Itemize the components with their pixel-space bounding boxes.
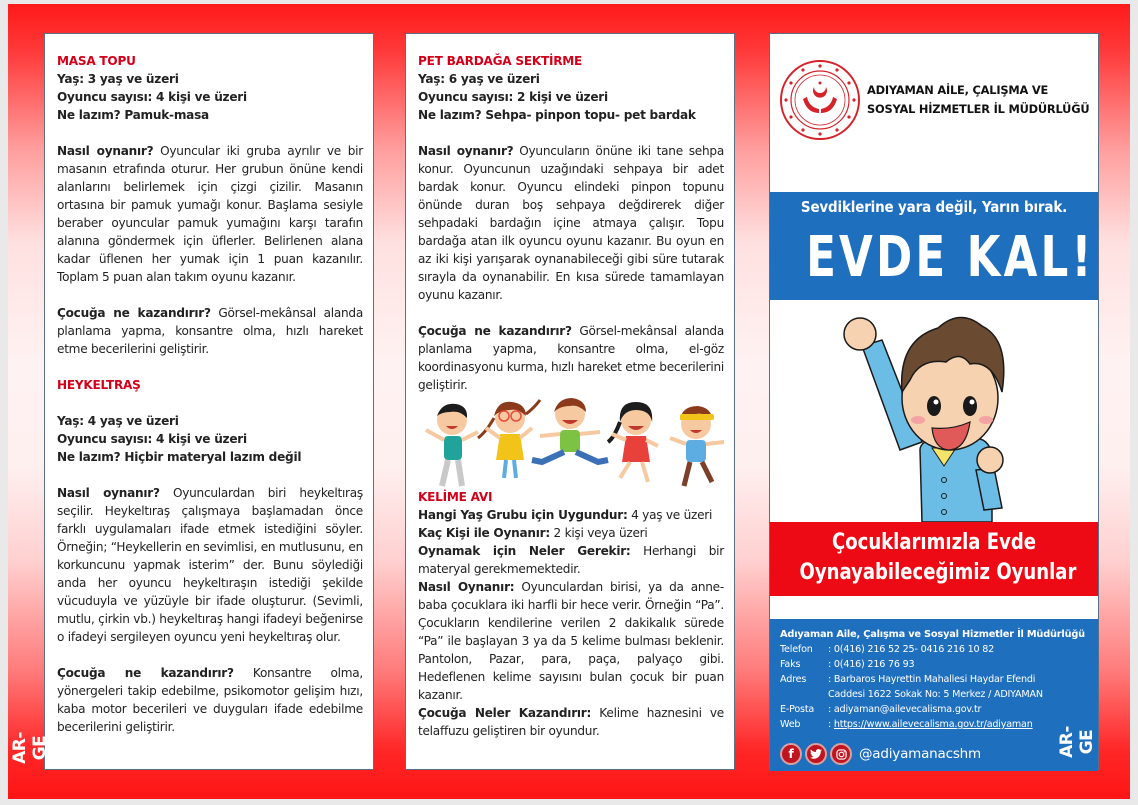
- panel-cover: [769, 33, 1099, 770]
- gain-label: Çocuğa ne kazandırır?: [57, 666, 234, 680]
- evde-kal-banner: [770, 192, 1098, 300]
- players-line: [418, 524, 724, 542]
- web-prefix: :: [828, 719, 834, 730]
- ministry-seal-logo: [779, 59, 861, 141]
- age-line: Yaş: 6 yaş ve üzeri: [418, 72, 540, 86]
- panel-left: [44, 33, 374, 770]
- headline: EVDE KAL!: [806, 225, 1095, 290]
- gain-label: Çocuğa Neler Kazandırır:: [418, 706, 592, 720]
- panel-middle: [405, 33, 735, 770]
- gain-text: Konsantre olma, yönergeleri takip edebilme, psikomotor gelişim hızı, kaba motor becerileri ve duyguları ifade edebilme becerilerini geliştirir.: [57, 666, 363, 734]
- boy-image: [770, 300, 1100, 522]
- needs-value: Herhangi bir materyal gerekmemektedir.: [418, 544, 724, 576]
- players-line: Oyuncu sayısı: 4 kişi ve üzeri: [57, 90, 247, 104]
- contact-block: [770, 619, 1098, 771]
- how-text: Oyunculardan biri heykeltıraş seçilir. Heykeltıraş çalışmaya başlamadan önce farklı uygulamaları ifade etmek istediğini söyler. Örneğin; “Heykellerin en sevimlisi, en mutlusunu, en korkuncunu yapmak isterim” der. Bunu söylediği anda her oyuncu heykeltıraşın istediği şekilde vücuduyla ve yüzüyle bir ifade oluşturur. (Sevimli, mutlu, çirkin vb.) heykeltıraş hangi ifadeyi beğenirse o ifadeyi sergileyen oyuncu yeni heykeltıraş olur.: [57, 486, 363, 644]
- contact-row-address: [780, 672, 1098, 702]
- age-line: Yaş: 4 yaş ve üzeri: [57, 414, 179, 428]
- contact-row-fax: [780, 657, 1098, 672]
- kids-image: [412, 398, 742, 488]
- gain-text: Kelime haznesini ve telaffuzu geliştiren bir oyundur.: [418, 706, 724, 738]
- social-row: [780, 743, 1098, 765]
- subtitle-line: Çocuklarımızla Evde: [832, 530, 1036, 555]
- how-label: Nasıl oynanır?: [57, 486, 160, 500]
- how-label: Nasıl oynanır?: [57, 144, 154, 158]
- how-text: Oyuncuların önüne iki tane sehpa konur. Oyuncunun uzağındaki sehpaya bir adet bardak konur. Oyuncu elindeki pinpon topunu önünde duran boş sehpaya değdirerek diğer sehpadaki bardağın içine atmaya çalışır. Topu bardağa atan ilk oyuncu oyunu kazanır. Bu oyun en az iki kişi yarışarak oynanabileceği gibi süre tutarak sırayla da oynanabilir. En kısa sürede tamamlayan oyunu kazanır.: [418, 144, 724, 302]
- org-title-line: SOSYAL HİZMETLER İL MÜDÜRLÜĞÜ: [867, 102, 1090, 116]
- gain-label: Çocuğa ne kazandırır?: [57, 306, 211, 320]
- needs-label: Oynamak için Neler Gerekir:: [418, 544, 631, 558]
- players-line: Oyuncu sayısı: 4 kişi ve üzeri: [57, 432, 247, 446]
- how-to-play: [418, 578, 724, 704]
- contact-value: : 0(416) 216 76 93: [828, 659, 915, 670]
- cover-header: [770, 34, 1098, 192]
- contact-label: Web: [780, 719, 801, 730]
- how-text: Oyuncular iki gruba ayrılır ve bir masanın etrafında oturur. Her grubun önüne kendi alanlarını belirlemek için çizgi çizilir. Masanın ortasına bir pamuk yumağı konur. Başlama sesiyle beraber oyuncular pamuk yumağını karşı tarafın alanına göndermek için üflerler. Belirlenen alana kadar üflenen her yumak için 1 puan kazanılır. Toplam 5 puan alan takım oyunu kazanır.: [57, 144, 363, 284]
- age-label: Hangi Yaş Grubu için Uygundur:: [418, 508, 628, 522]
- players-label: Kaç Kişi ile Oynanır:: [418, 526, 550, 540]
- how-text: Oyunculardan birisi, ya da anne-baba çocuklara iki harfli bir hece verir. Örneğin “Pa”. Çocukların kendilerine verilen 2 dakikalık sürede “Pa” ile başlayan 3 ya da 5 kelime bulması beklenir. Pantolon, Pazar, para, paça, palyaço gibi. Hedeflenen kelime sayısını bulan çocuk bir puan kazanır.: [418, 580, 724, 702]
- arge-logo: AR-GE: [10, 732, 50, 764]
- contact-row-email: [780, 702, 1098, 717]
- benefits: [57, 304, 363, 358]
- jumping-kids-illustration: [412, 398, 730, 488]
- benefits: [418, 704, 724, 740]
- contact-label: E-Posta: [780, 704, 815, 715]
- contact-label: Faks: [780, 659, 801, 670]
- gain-text: Görsel-mekânsal alanda planlama yapma, konsantre olma, el-göz koordinasyonu kurma, hızlı hareket etme becerilerini geliştirir.: [418, 324, 724, 392]
- how-to-play: [57, 142, 363, 286]
- section-title: MASA TOPU: [57, 54, 136, 68]
- email-link[interactable]: : adiyaman@ailevecalisma.gov.tr: [828, 704, 982, 715]
- needs-line: Ne lazım? Hiçbir materyal lazım değil: [57, 450, 302, 464]
- instagram-icon[interactable]: [830, 743, 852, 765]
- players-value: 2 kişi veya üzeri: [549, 526, 648, 540]
- contact-row-phone: [780, 642, 1098, 657]
- age-value: 4 yaş ve üzeri: [627, 508, 713, 522]
- benefits: [418, 322, 724, 394]
- age-line: [418, 506, 724, 524]
- section-title: PET BARDAĞA SEKTİRME: [418, 54, 583, 68]
- section-title: KELİME AVI: [418, 490, 493, 504]
- slogan: Sevdiklerine yara değil, Yarın bırak.: [800, 198, 1068, 216]
- how-label: Nasıl Oynanır:: [418, 580, 515, 594]
- contact-value: : 0(416) 216 52 25- 0416 216 10 82: [828, 644, 995, 655]
- benefits: [57, 664, 363, 736]
- how-to-play: [418, 142, 724, 304]
- kid-figure: [426, 404, 478, 486]
- how-to-play: [57, 484, 363, 646]
- contact-value: : Barbaros Hayrettin Mahallesi Haydar Efendi Caddesi 1622 Sokak No: 5 Merkez / ADIYAMAN: [828, 674, 1043, 700]
- gain-text: Görsel-mekânsal alanda planlama yapma, konsantre olma, hızlı hareket etme becerilerini geliştirir.: [57, 306, 363, 356]
- contact-row-web: [780, 717, 1098, 732]
- age-line: Yaş: 3 yaş ve üzeri: [57, 72, 179, 86]
- kid-figure: [670, 406, 724, 486]
- website-link[interactable]: https://www.ailevecalisma.gov.tr/adiyaman: [833, 719, 1033, 730]
- twitter-icon[interactable]: [805, 743, 827, 765]
- subtitle-banner: [770, 522, 1098, 596]
- needs-line: Ne lazım? Pamuk-masa: [57, 108, 209, 122]
- org-title-line: ADIYAMAN AİLE, ÇALIŞMA VE: [867, 83, 1049, 97]
- needs-line: Ne lazım? Sehpa- pinpon topu- pet bardak: [418, 108, 696, 122]
- kid-figure: [608, 402, 658, 482]
- how-label: Nasıl oynanır?: [418, 144, 514, 158]
- needs-line: [418, 542, 724, 578]
- facebook-icon[interactable]: f: [780, 743, 802, 765]
- contact-label: Adres: [780, 674, 807, 685]
- social-handle[interactable]: @adiyamanacshm: [859, 745, 981, 762]
- subtitle-line: Oynayabileceğimiz Oyunlar: [799, 560, 1077, 585]
- contact-org: Adıyaman Aile, Çalışma ve Sosyal Hizmetler İl Müdürlüğü: [780, 629, 1085, 640]
- kid-figure: [478, 400, 540, 478]
- arge-logo: AR-GE: [1057, 726, 1097, 758]
- organization-title: [867, 81, 1089, 119]
- cheering-boy-illustration: [770, 300, 1098, 522]
- gain-label: Çocuğa ne kazandırır?: [418, 324, 572, 338]
- kid-figure: [532, 398, 608, 462]
- contact-label: Telefon: [780, 644, 813, 655]
- section-title: HEYKELTRAŞ: [57, 378, 141, 392]
- players-line: Oyuncu sayısı: 2 kişi ve üzeri: [418, 90, 608, 104]
